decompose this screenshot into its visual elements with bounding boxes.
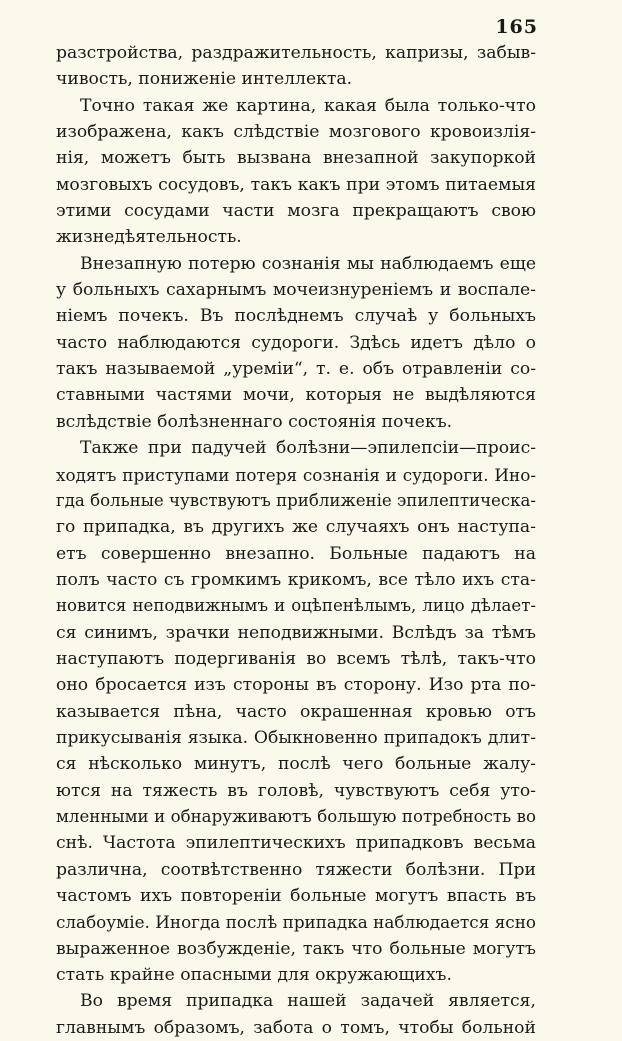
text-line: частомъ ихъ повтореніи больные могутъ впасть въ <box>56 886 536 906</box>
text-line: мленными и обнаруживаютъ большую потребность во <box>56 806 536 826</box>
text-line: гда больные чувствуютъ приближеніе эпилептическа- <box>56 490 536 510</box>
text-line: ніемъ почекъ. Въ послѣднемъ случаѣ у больныхъ <box>56 306 536 327</box>
text-line: ставными частями мочи, которыя не выдѣляются <box>56 385 536 406</box>
text-line: такъ называемой „уреміи“, т. е. объ отравленіи со- <box>56 359 536 380</box>
text-line: снѣ. Частота эпилептическихъ припадковъ весьма <box>56 833 536 854</box>
text-line: оно бросается изъ стороны въ сторону. Изо рта по- <box>56 675 536 696</box>
text-line: изображена, какъ слѣдствіе мозгового кровоизлія- <box>56 122 536 143</box>
text-line: слабоуміе. Иногда послѣ припадка наблюдается ясно <box>56 912 536 933</box>
text-line: Внезапную потерю сознанія мы наблюдаемъ еще <box>80 253 536 274</box>
text-line: наступаютъ подергиванія во всемъ тѣлѣ, такъ-что <box>56 648 536 669</box>
text-line: го припадка, въ другихъ же случаяхъ онъ наступа- <box>56 517 536 538</box>
text-line: выраженное возбужденіе, такъ что больные могутъ <box>56 938 536 959</box>
text-line: прикусыванія языка. Обыкновенно припадокъ длит- <box>56 727 536 748</box>
text-line: у больныхъ сахарнымъ мочеизнуреніемъ и воспале- <box>56 280 536 301</box>
text-line: ходятъ приступами потеря сознанія и судороги. Ино- <box>56 464 536 485</box>
text-line: часто наблюдаются судороги. Здѣсь идетъ дѣло о <box>56 332 536 353</box>
text-line: Также при падучей болѣзни—эпилепсіи—проис- <box>80 438 536 459</box>
text-line: Во время припадка нашей задачей является, <box>80 991 536 1012</box>
text-line: нія, можетъ быть вызвана внезапной закупоркой <box>56 148 536 169</box>
text-line: казывается пѣна, часто окрашенная кровью отъ <box>56 701 536 722</box>
body-text <box>56 40 536 1041</box>
text-line: новится неподвижнымъ и оцѣпенѣлымъ, лицо дѣлает- <box>56 596 536 616</box>
text-line: мозговыхъ сосудовъ, такъ какъ при этомъ питаемыя <box>56 174 536 195</box>
text-line: етъ совершенно внезапно. Больные падаютъ на <box>56 543 536 564</box>
text-line: ются на тяжесть въ головѣ, чувствуютъ себя уто- <box>56 780 536 801</box>
text-line: стать крайне опасными для окружающихъ. <box>56 965 452 986</box>
text-line: вслѣдствіе болѣзненнаго состоянія почекъ. <box>56 411 453 432</box>
text-line: Точно такая же картина, какая была только-что <box>80 95 536 116</box>
text-line: различна, соотвѣтственно тяжести болѣзни. При <box>56 859 536 880</box>
text-line: ся синимъ, зрачки неподвижными. Вслѣдъ за тѣмъ <box>56 622 536 643</box>
text-line: полъ часто съ громкимъ крикомъ, все тѣло ихъ ста- <box>56 569 536 590</box>
text-line: разстройства, раздражительность, капризы, забыв- <box>56 43 536 63</box>
text-line: этими сосудами части мозга прекращаютъ свою <box>56 201 536 222</box>
text-line: главнымъ образомъ, забота о томъ, чтобы больной <box>56 1017 536 1038</box>
text-line: ся нѣсколько минутъ, послѣ чего больные жалу- <box>56 754 536 775</box>
text-line: чивость, пониженіе интеллекта. <box>56 69 353 90</box>
page-number: 165 <box>495 16 538 38</box>
text-line: жизнедѣятельность. <box>56 227 242 248</box>
